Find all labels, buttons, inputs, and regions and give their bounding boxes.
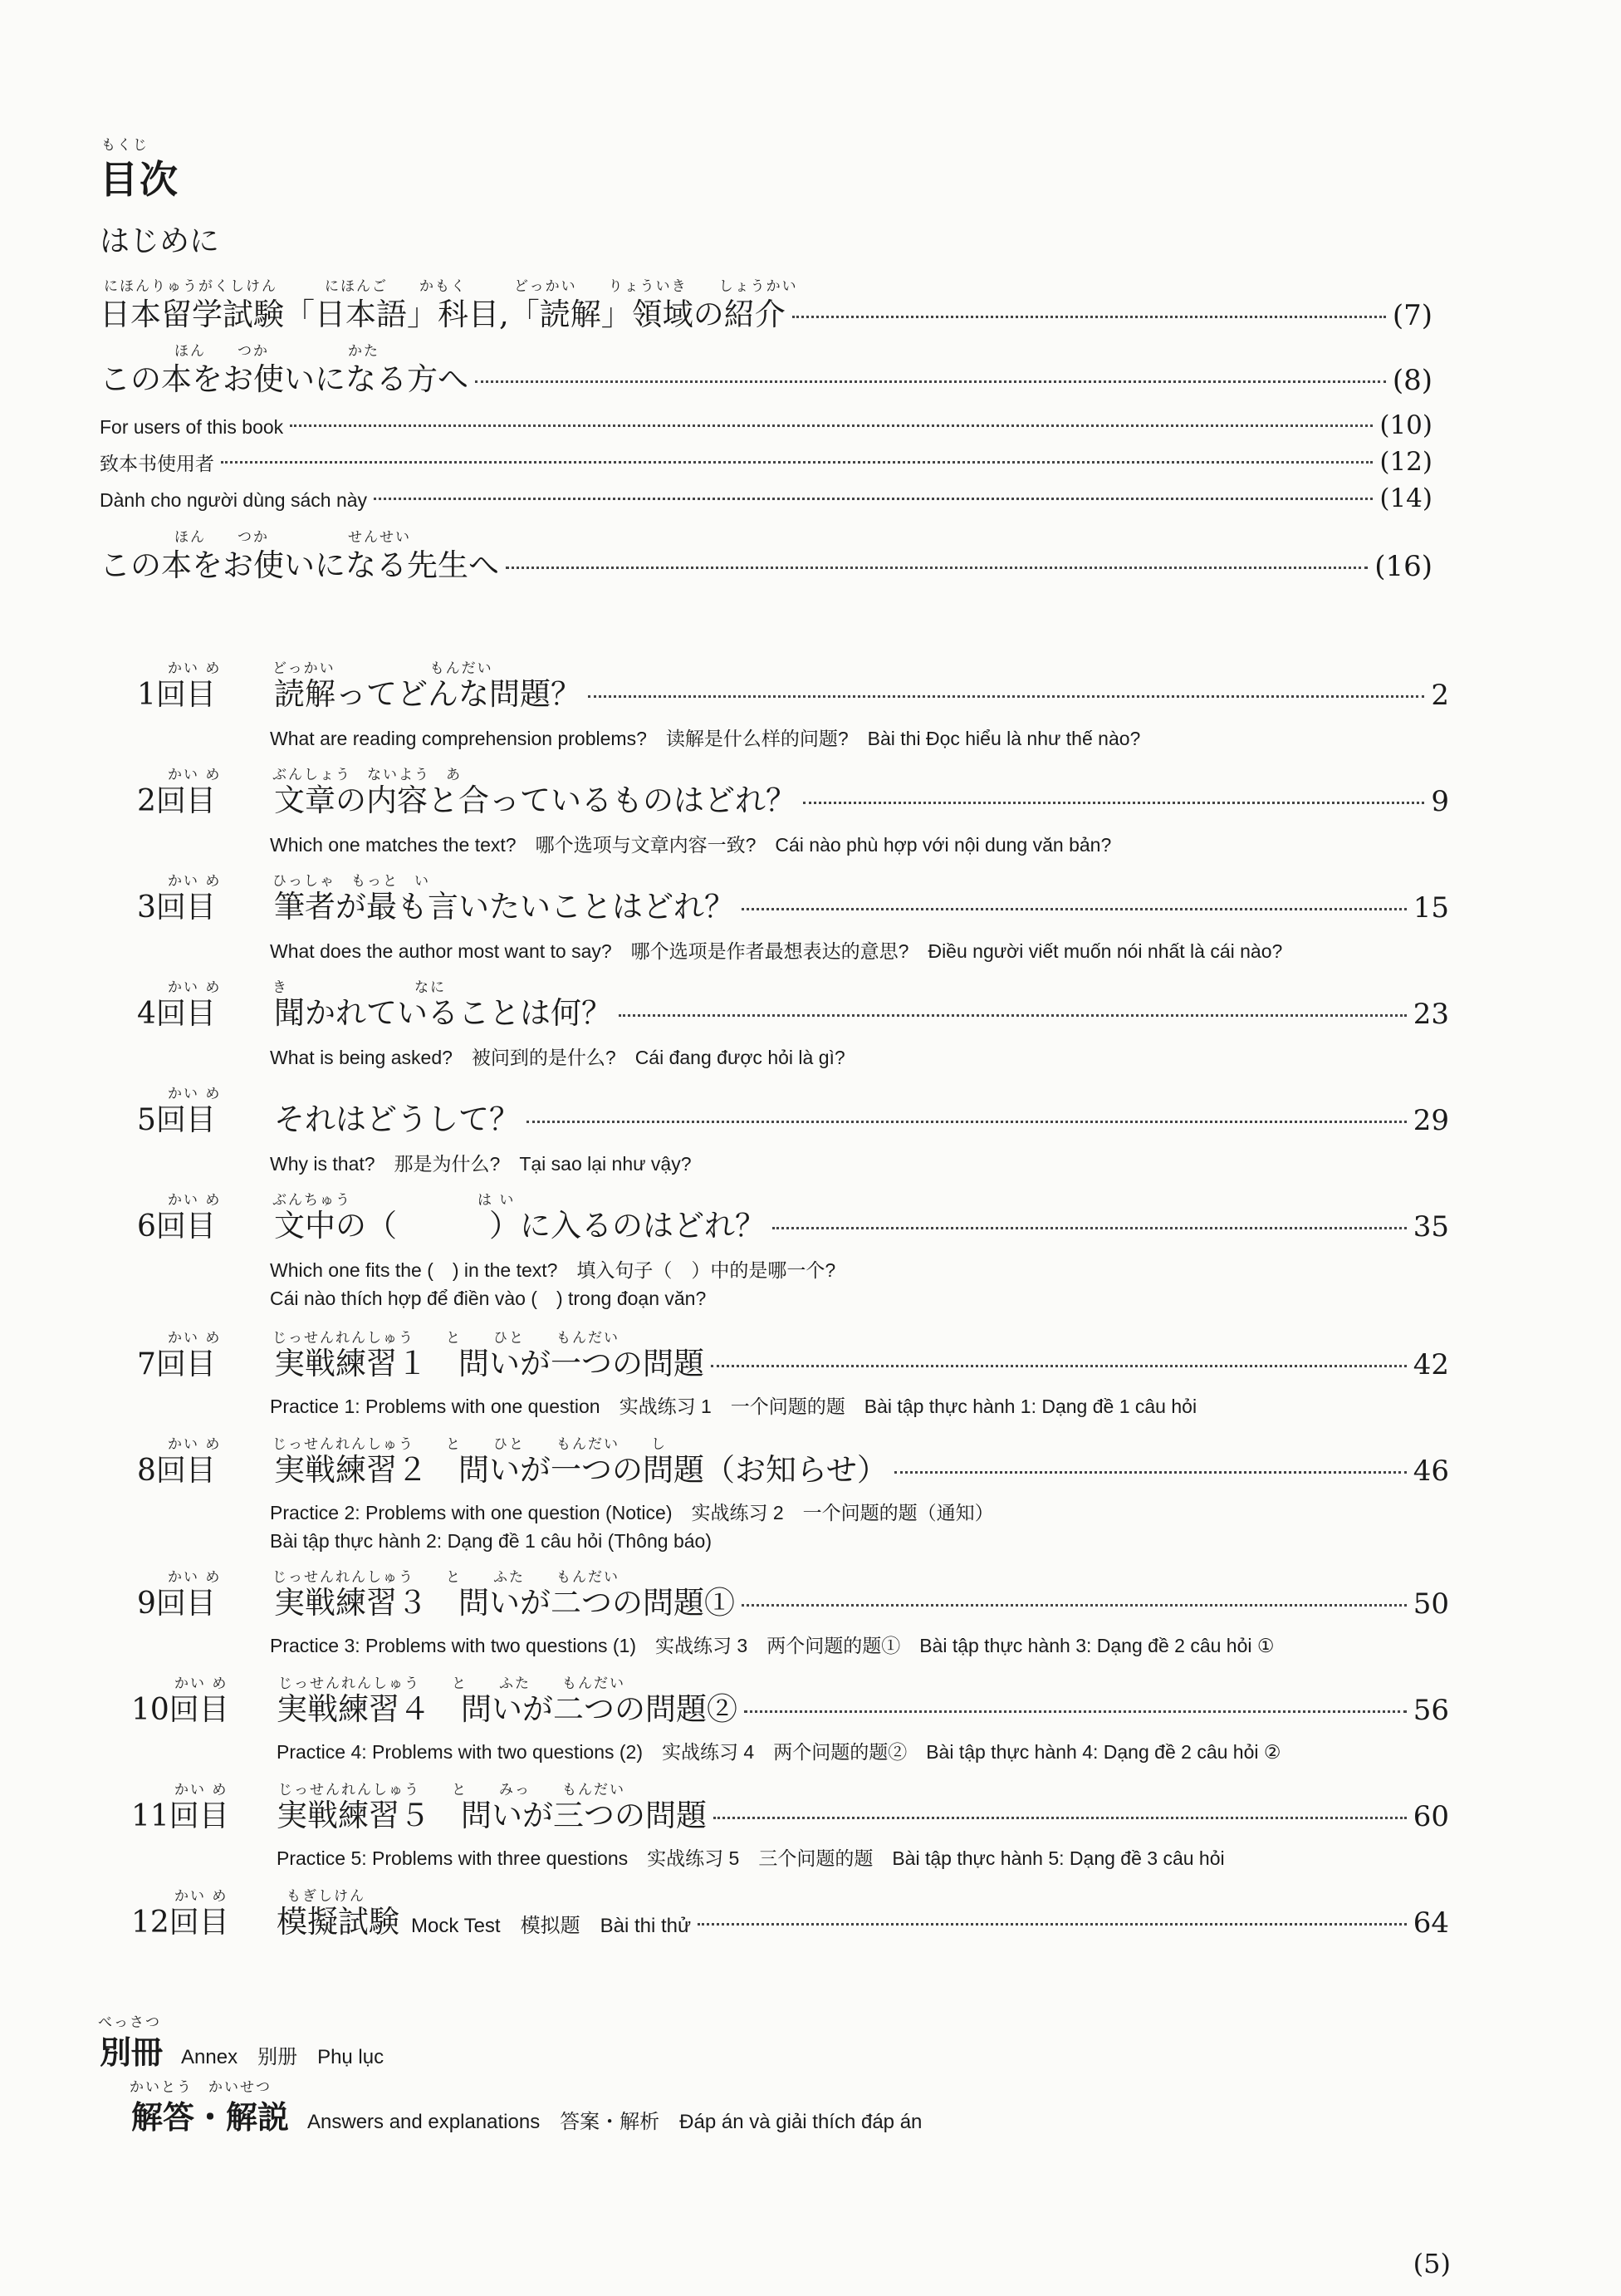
toc-chapter-2[interactable]: [137, 775, 1449, 820]
chapter-page: 60: [1413, 1800, 1449, 1833]
chapter-ruby: かい め: [168, 1569, 222, 1586]
chapter-subtitle: What are reading comprehension problems? 读解是什么样的问题? Bài thi Đọc hiểu là như thế nào?: [270, 728, 1141, 749]
chapter-title: 実戦練習４ 問いが二つの問題②: [277, 1691, 737, 1727]
chapter-title: 文中の（ ）に入るのはどれ？: [274, 1208, 766, 1244]
chapter-subtitle: Which one matches the text? 哪个选项与文章内容一致? Cái nào phù hợp với nội dung văn bản?: [270, 834, 1112, 856]
chapter-number: 7回目: [137, 1347, 216, 1381]
chapter-page: 50: [1413, 1587, 1449, 1621]
chapter-title-ruby: ひっしゃ もっと い: [272, 873, 430, 890]
chapter-title: 筆者が最も言いたいことはどれ？: [274, 889, 735, 925]
chapter-ruby: かい め: [174, 1782, 228, 1798]
page-title: 目次: [100, 157, 179, 202]
title-ruby: もくじ: [101, 137, 149, 154]
leader-dots: [588, 695, 1424, 698]
toc-row-page: (10): [1379, 410, 1432, 440]
toc-row-title: この本をお使いになる先生へ: [100, 547, 499, 583]
chapter-page: 2: [1431, 679, 1449, 712]
chapter-ruby: かい め: [168, 767, 222, 783]
answers-title: 解答・解説: [131, 2099, 290, 2136]
chapter-ruby: かい め: [168, 1436, 222, 1453]
answers-ruby: かいとう かいせつ: [130, 2079, 272, 2096]
annex-heading[interactable]: [100, 2027, 384, 2073]
chapter-subtitle: Practice 5: Problems with three questions 实战练习 5 三个问题的题 Bài tập thực hành 5: Dạng đề 3 câu hỏi: [277, 1847, 1225, 1869]
chapter-title-ruby: じっせんれんしゅう と ひと もんだい: [272, 1330, 620, 1347]
answers-desc: Answers and explanations 答案・解析 Đáp án và giải thích đáp án: [307, 2111, 923, 2133]
chapter-page: 35: [1413, 1210, 1449, 1244]
annex-title: 別冊: [100, 2034, 164, 2071]
front-ruby-1: ほん つか かた: [174, 343, 380, 360]
chapter-page: 29: [1413, 1104, 1449, 1137]
toc-chapter-10[interactable]: [131, 1684, 1449, 1729]
chapter-title-ruby: き なに: [272, 979, 446, 996]
chapter-title-ruby: どっかい もんだい: [272, 660, 493, 677]
chapter-page: 42: [1413, 1348, 1449, 1381]
chapter-number: 3回目: [137, 890, 216, 925]
toc-row-page: (8): [1392, 364, 1432, 397]
chapter-title-ruby: じっせんれんしゅう と ひと もんだい し: [272, 1436, 667, 1453]
intro-heading: はじめに: [100, 224, 220, 258]
chapter-title: 読解ってどんな問題？: [274, 676, 581, 712]
chapter-number: 6回目: [137, 1209, 216, 1244]
chapter-page: 15: [1413, 891, 1449, 925]
chapter-title-ruby: もぎしけん: [286, 1888, 365, 1905]
toc-row-title: 致本书使用者: [100, 453, 214, 474]
chapter-number: 10回目: [131, 1693, 229, 1727]
chapter-subtitle: Practice 4: Problems with two questions (2) 实战练习 4 两个问题的题② Bài tập thực hành 4: Dạng đề 2 câu hỏi ②: [277, 1741, 1281, 1763]
chapter-title-ruby: じっせんれんしゅう と ふた もんだい: [272, 1569, 620, 1586]
chapter-page: 46: [1413, 1455, 1449, 1488]
chapter-page: 9: [1431, 785, 1449, 818]
leader-dots: [698, 1923, 1407, 1926]
toc-row-front-4[interactable]: [100, 483, 1432, 513]
chapter-title: 実戦練習１ 問いが一つの問題: [274, 1346, 704, 1381]
chapter-ruby: かい め: [168, 1192, 222, 1209]
toc-row-page: (16): [1374, 550, 1432, 583]
toc-row-front-1[interactable]: [100, 354, 1432, 399]
annex-desc: Annex 别册 Phụ lục: [181, 2046, 384, 2068]
toc-chapter-3[interactable]: [137, 881, 1449, 926]
toc-chapter-7[interactable]: [137, 1338, 1449, 1383]
toc-row-front-0[interactable]: [100, 289, 1432, 334]
toc-chapter-11[interactable]: [131, 1790, 1449, 1835]
toc-chapter-12[interactable]: [131, 1896, 1449, 1941]
chapter-ruby: かい め: [168, 1330, 222, 1347]
toc-chapter-1[interactable]: [137, 669, 1449, 714]
toc-chapter-6[interactable]: [137, 1200, 1449, 1245]
chapter-ruby: かい め: [168, 873, 222, 890]
toc-row-page: (12): [1379, 447, 1432, 477]
toc-row-title: 日本留学試験「日本語」科目,「読解」領域の紹介: [100, 297, 786, 332]
chapter-title-ruby: じっせんれんしゅう と みっ もんだい: [278, 1782, 625, 1798]
chapter-title-ruby: じっせんれんしゅう と ふた もんだい: [278, 1675, 625, 1692]
chapter-title: 実戦練習３ 問いが二つの問題①: [274, 1585, 735, 1621]
toc-row-front-5[interactable]: [100, 540, 1432, 585]
chapter-title-ruby: ぶんしょう ないよう あ: [272, 767, 462, 783]
leader-dots: [792, 316, 1386, 318]
chapter-ruby: かい め: [174, 1675, 228, 1692]
annex-ruby: べっさつ: [98, 2014, 161, 2031]
chapter-title: 実戦練習５ 問いが三つの問題: [277, 1798, 707, 1833]
leader-dots: [742, 1604, 1407, 1607]
front-ruby-0: にほんりゅうがくしけん にほんご かもく どっかい りょういき しょうかい: [104, 278, 798, 295]
toc-chapter-8[interactable]: [137, 1445, 1449, 1489]
chapter-subtitle: Why is that? 那是为什么? Tại sao lại như vậy?: [270, 1153, 692, 1175]
toc-row-page: (7): [1392, 299, 1432, 332]
leader-dots: [744, 1710, 1407, 1713]
chapter-number: 11回目: [131, 1799, 229, 1833]
toc-row-title: For users of this book: [100, 416, 284, 438]
page-number: (5): [1413, 2248, 1451, 2279]
toc-row-title: この本をお使いになる方へ: [100, 361, 468, 397]
chapter-ruby: かい め: [168, 1086, 222, 1102]
chapter-title-translation: Mock Test 模拟题 Bài thi thử: [411, 1915, 692, 1937]
chapter-subtitle: Which one fits the ( ) in the text? 填入句子（ ）中的是哪一个?: [270, 1259, 836, 1281]
chapter-subtitle: Practice 2: Problems with one question (Notice) 实战练习 2 一个问题的题（通知）: [270, 1502, 994, 1523]
leader-dots: [894, 1471, 1407, 1474]
leader-dots: [742, 908, 1407, 910]
leader-dots: [475, 380, 1386, 383]
chapter-title: それはどうして？: [274, 1101, 520, 1137]
leader-dots: [803, 802, 1424, 804]
chapter-number: 8回目: [137, 1454, 216, 1488]
chapter-number: 9回目: [137, 1587, 216, 1621]
toc-row-front-3[interactable]: [100, 447, 1432, 477]
front-ruby-5: ほん つか せんせい: [174, 529, 411, 546]
chapter-ruby: かい め: [174, 1888, 228, 1905]
toc-row-title: Dành cho người dùng sách này: [100, 489, 368, 511]
chapter-number: 12回目: [131, 1906, 229, 1940]
chapter-number: 4回目: [137, 997, 216, 1031]
leader-dots: [526, 1121, 1407, 1123]
leader-dots: [374, 498, 1373, 500]
leader-dots: [221, 461, 1373, 464]
chapter-subtitle: Practice 1: Problems with one question 实战练习 1 一个问题的题 Bài tập thực hành 1: Dạng đề 1 câu hỏi: [270, 1396, 1197, 1417]
chapter-title: 実戦練習２ 問いが一つの問題（お知らせ）: [274, 1452, 888, 1488]
toc-row-front-2[interactable]: [100, 410, 1432, 440]
chapter-page: 64: [1413, 1906, 1449, 1940]
leader-dots: [290, 424, 1373, 427]
leader-dots: [713, 1817, 1407, 1819]
chapter-number: 2回目: [137, 784, 216, 818]
chapter-subtitle: Bài tập thực hành 2: Dạng đề 1 câu hỏi (Thông báo): [270, 1530, 712, 1552]
chapter-subtitle: What is being asked? 被问到的是什么? Cái đang được hỏi là gì?: [270, 1047, 845, 1068]
toc-chapter-9[interactable]: [137, 1577, 1449, 1622]
chapter-number: 1回目: [137, 678, 216, 712]
chapter-title-ruby: ぶんちゅう は い: [272, 1192, 516, 1209]
chapter-title: 文章の内容と合っているものはどれ？: [274, 783, 796, 818]
chapter-ruby: かい め: [168, 979, 222, 996]
chapter-number: 5回目: [137, 1103, 216, 1137]
chapter-page: 56: [1413, 1694, 1449, 1727]
leader-dots: [506, 567, 1368, 569]
chapter-title: 模擬試験: [277, 1904, 399, 1940]
toc-chapter-4[interactable]: [137, 988, 1449, 1033]
chapter-ruby: かい め: [168, 660, 222, 677]
toc-row-page: (14): [1379, 483, 1432, 513]
chapter-subtitle: What does the author most want to say? 哪个选项是作者最想表达的意思? Điều người viết muốn nói nhất là cái nào?: [270, 940, 1283, 962]
chapter-page: 23: [1413, 998, 1449, 1031]
leader-dots: [619, 1014, 1407, 1017]
leader-dots: [772, 1227, 1407, 1229]
chapter-subtitle: Practice 3: Problems with two questions (1) 实战练习 3 两个问题的题① Bài tập thực hành 3: Dạng đề 2 câu hỏi ①: [270, 1635, 1275, 1656]
answers-heading[interactable]: [131, 2092, 922, 2137]
chapter-title: 聞かれていることは何？: [274, 995, 612, 1031]
toc-chapter-5[interactable]: [137, 1094, 1449, 1139]
leader-dots: [711, 1365, 1407, 1367]
chapter-subtitle: Cái nào thích hợp để điền vào ( ) trong đoạn văn?: [270, 1288, 707, 1309]
